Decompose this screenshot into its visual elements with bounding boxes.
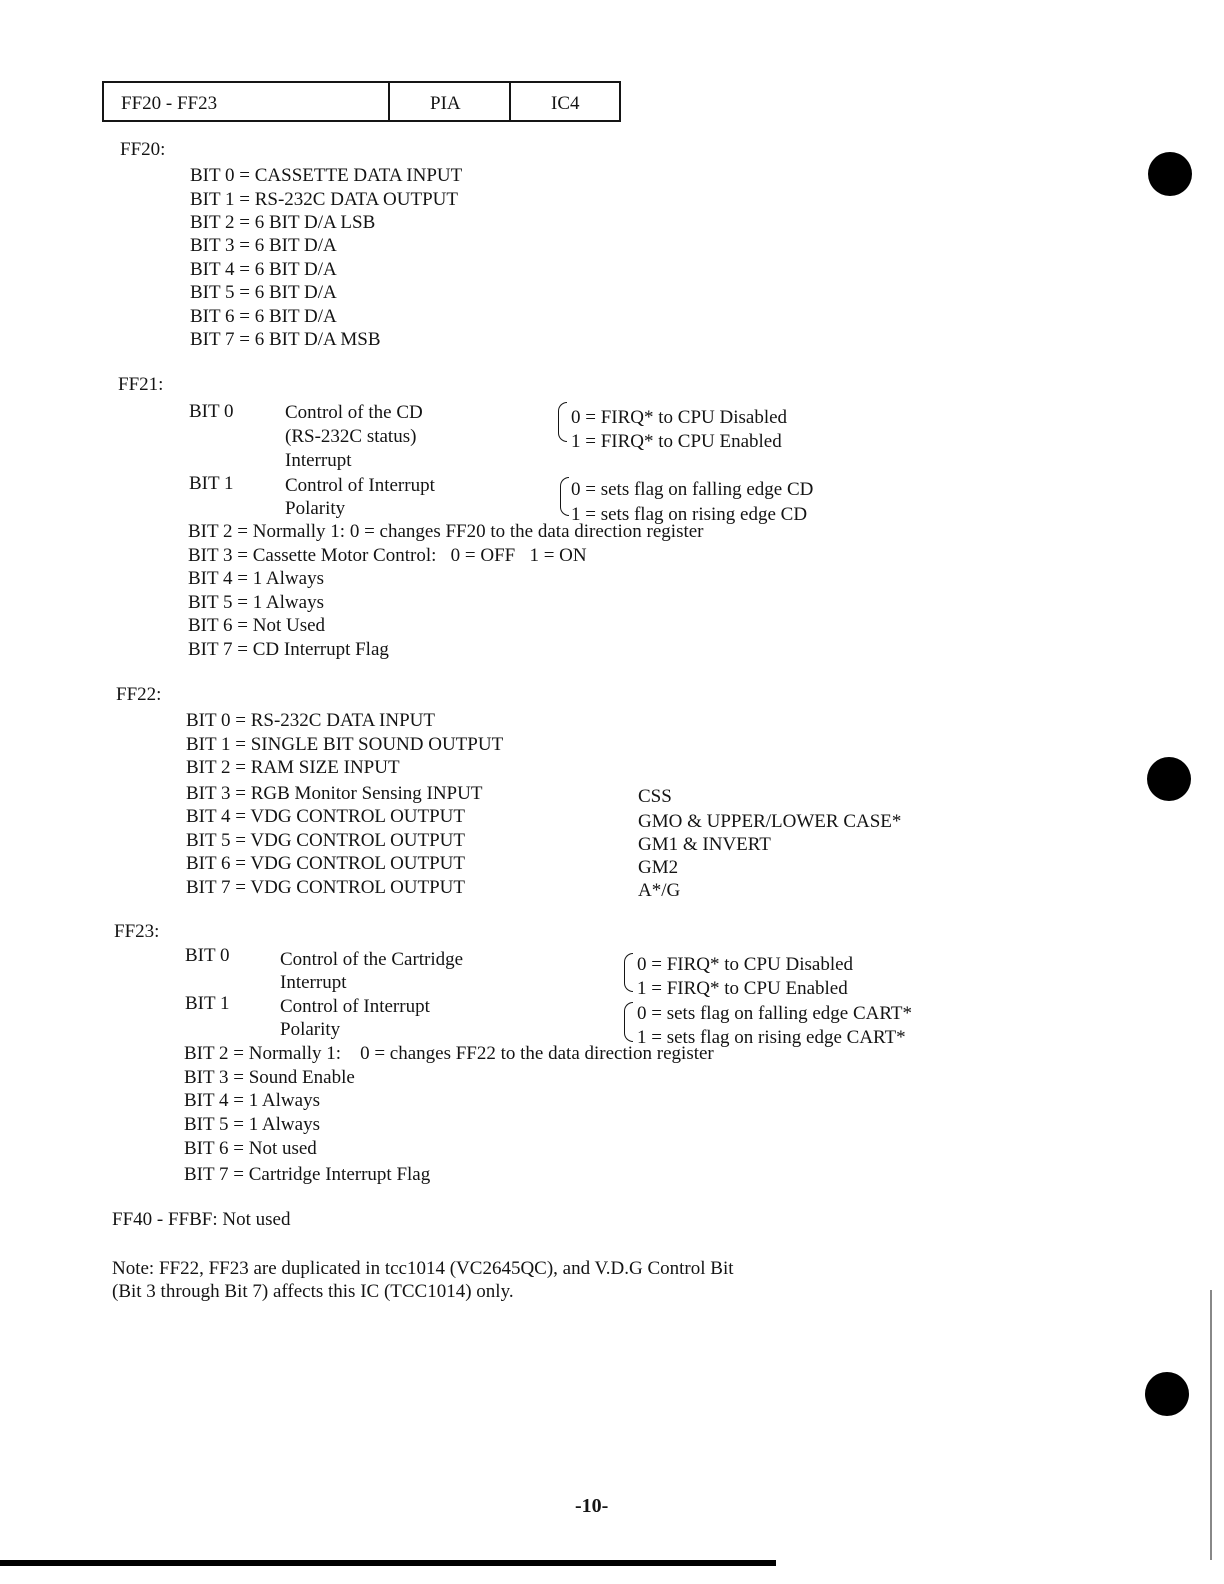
scan-edge-line — [0, 1560, 776, 1566]
bit-line: BIT 1 = RS-232C DATA OUTPUT — [190, 189, 459, 210]
brace-icon — [624, 953, 633, 970]
punch-hole-decoration — [1148, 152, 1192, 196]
bit-line: BIT 5 = 1 Always — [188, 592, 324, 613]
punch-hole-decoration — [1147, 757, 1191, 801]
bit-line: BIT 7 = 6 BIT D/A MSB — [190, 329, 381, 350]
header-chip: IC4 — [551, 93, 580, 114]
bit-option: 0 = sets flag on falling edge CD — [571, 479, 814, 500]
bit-label: BIT 0 — [189, 401, 234, 422]
punch-hole-decoration — [1145, 1372, 1189, 1416]
bit-line: BIT 2 = Normally 1: 0 = changes FF22 to the data direction register — [184, 1043, 714, 1064]
bit-option: 0 = FIRQ* to CPU Disabled — [637, 954, 854, 975]
bit-description: Polarity — [280, 1019, 341, 1040]
bit-option: 1 = sets flag on rising edge CART* — [637, 1027, 906, 1048]
header-device: PIA — [430, 93, 461, 114]
section-title-ff21: FF21: — [118, 374, 164, 395]
brace-icon — [624, 970, 633, 992]
header-address-range: FF20 - FF23 — [121, 93, 218, 114]
bit-line: BIT 7 = CD Interrupt Flag — [188, 639, 389, 660]
section-title-ff23: FF23: — [114, 921, 160, 942]
bit-line: BIT 0 = RS-232C DATA INPUT — [186, 710, 436, 731]
bit-line: BIT 1 = SINGLE BIT SOUND OUTPUT — [186, 734, 504, 755]
section-title-ff22: FF22: — [116, 684, 162, 705]
bit-line: BIT 0 = CASSETTE DATA INPUT — [190, 165, 463, 186]
bit-label: BIT 0 — [185, 945, 230, 966]
section-title-ff20: FF20: — [120, 139, 166, 160]
bit-line: BIT 3 = RGB Monitor Sensing INPUT — [186, 783, 483, 804]
bit-line: BIT 5 = 1 Always — [184, 1114, 320, 1135]
bit-line: BIT 6 = VDG CONTROL OUTPUT — [186, 853, 466, 874]
ff40-unused-line: FF40 - FFBF: Not used — [112, 1209, 291, 1230]
brace-icon — [560, 494, 569, 516]
bit-option: 0 = sets flag on falling edge CART* — [637, 1003, 912, 1024]
bit-description: (RS-232C status) — [285, 426, 417, 447]
bit-line: BIT 6 = Not Used — [188, 615, 326, 636]
note-line: (Bit 3 through Bit 7) affects this IC (TCC1014) only. — [112, 1281, 514, 1302]
header-divider — [388, 83, 390, 120]
bit-option: 0 = FIRQ* to CPU Disabled — [571, 407, 788, 428]
bit-line: BIT 3 = Sound Enable — [184, 1067, 355, 1088]
brace-icon — [560, 477, 569, 494]
scan-edge-line — [1210, 1290, 1212, 1560]
bit-option: 1 = sets flag on rising edge CD — [571, 504, 808, 525]
bit-line: BIT 3 = Cassette Motor Control: 0 = OFF 1 = ON — [188, 545, 587, 566]
bit-line: BIT 2 = 6 BIT D/A LSB — [190, 212, 376, 233]
header-divider — [509, 83, 511, 120]
bit-line: BIT 7 = VDG CONTROL OUTPUT — [186, 877, 466, 898]
bit-option: 1 = FIRQ* to CPU Enabled — [637, 978, 848, 999]
brace-icon — [624, 1020, 633, 1042]
bit-description: Polarity — [285, 498, 346, 519]
bit-label: BIT 1 — [189, 473, 234, 494]
brace-icon — [558, 402, 567, 420]
register-header-box — [102, 81, 621, 122]
bit-note: GM1 & INVERT — [638, 834, 771, 855]
bit-line: BIT 3 = 6 BIT D/A — [190, 235, 337, 256]
bit-line: BIT 2 = RAM SIZE INPUT — [186, 757, 400, 778]
note-line: Note: FF22, FF23 are duplicated in tcc1014 (VC2645QC), and V.D.G Control Bit — [112, 1258, 734, 1279]
bit-line: BIT 4 = 6 BIT D/A — [190, 259, 337, 280]
bit-note: CSS — [638, 786, 672, 807]
bit-description: Interrupt — [285, 450, 352, 471]
bit-description: Control of Interrupt — [285, 475, 435, 496]
bit-line: BIT 5 = VDG CONTROL OUTPUT — [186, 830, 466, 851]
bit-description: Control of the Cartridge — [280, 949, 464, 970]
bit-line: BIT 5 = 6 BIT D/A — [190, 282, 337, 303]
bit-note: GM2 — [638, 857, 679, 878]
bit-line: BIT 4 = VDG CONTROL OUTPUT — [186, 806, 466, 827]
bit-description: Control of the CD — [285, 402, 423, 423]
bit-note: GMO & UPPER/LOWER CASE* — [638, 811, 902, 832]
bit-line: BIT 6 = 6 BIT D/A — [190, 306, 337, 327]
bit-line: BIT 4 = 1 Always — [188, 568, 324, 589]
brace-icon — [624, 1002, 633, 1020]
bit-description: Interrupt — [280, 972, 347, 993]
brace-icon — [558, 420, 567, 442]
bit-line: BIT 7 = Cartridge Interrupt Flag — [184, 1164, 431, 1185]
bit-label: BIT 1 — [185, 993, 230, 1014]
bit-line: BIT 6 = Not used — [184, 1138, 317, 1159]
bit-note: A*/G — [638, 880, 681, 901]
bit-option: 1 = FIRQ* to CPU Enabled — [571, 431, 782, 452]
bit-description: Control of Interrupt — [280, 996, 430, 1017]
page-number: -10- — [575, 1495, 609, 1517]
bit-line: BIT 2 = Normally 1: 0 = changes FF20 to the data direction register — [188, 521, 704, 542]
bit-line: BIT 4 = 1 Always — [184, 1090, 320, 1111]
